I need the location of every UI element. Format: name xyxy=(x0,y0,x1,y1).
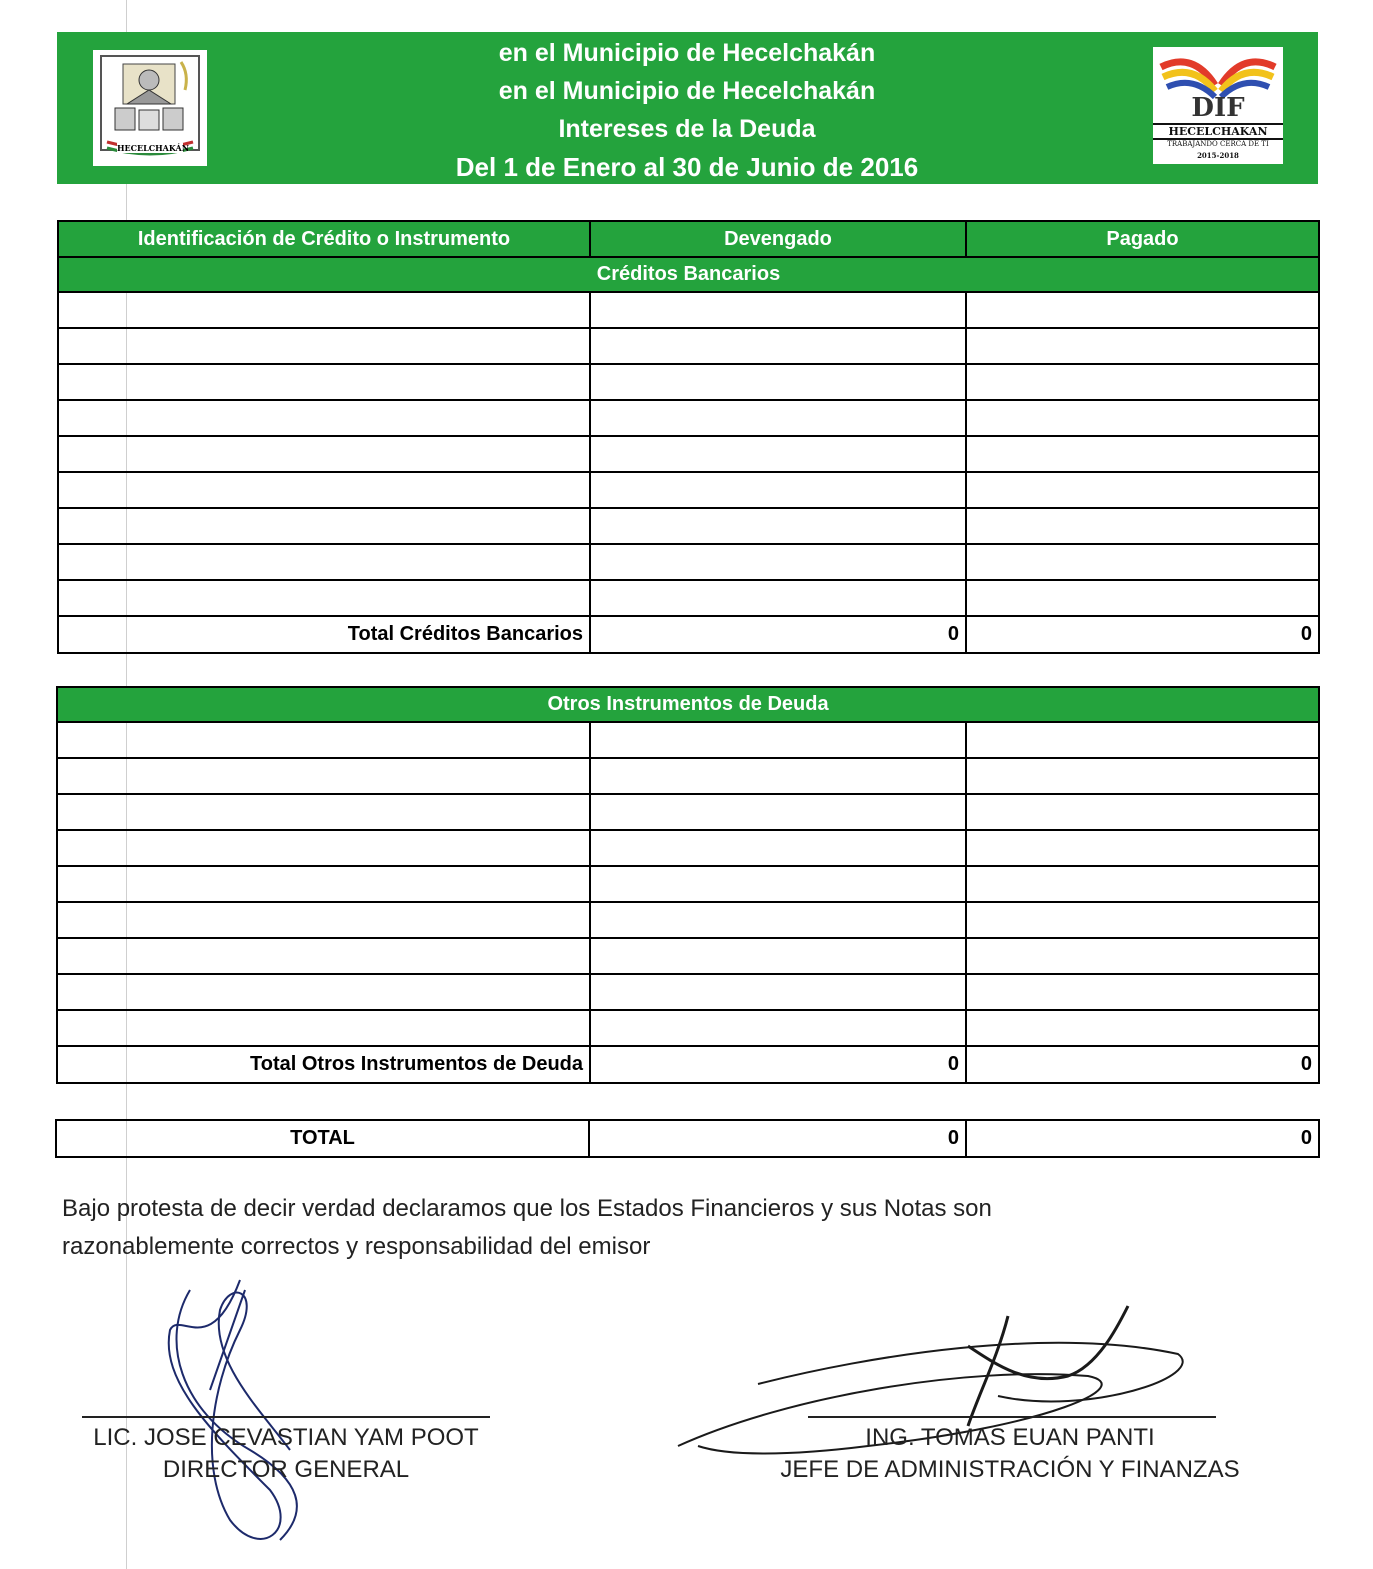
table-cell xyxy=(966,722,1319,758)
signature-2-name: ING. TOMAS EUAN PANTI xyxy=(865,1424,1155,1451)
table-cell xyxy=(590,830,966,866)
otros-instrumentos-table xyxy=(56,686,1320,1084)
table-cell xyxy=(966,436,1319,472)
grand-total-devengado: 0 xyxy=(589,1120,966,1157)
table-cell xyxy=(966,830,1319,866)
title-line-3: Intereses de la Deuda xyxy=(558,115,816,143)
table-row xyxy=(57,938,1319,974)
table-cell xyxy=(590,328,966,364)
table-cell xyxy=(590,1010,966,1046)
table-cell xyxy=(58,292,590,328)
municipal-logo-text: HECELCHAKÁN xyxy=(117,143,190,153)
table-cell xyxy=(57,974,590,1010)
table-cell xyxy=(57,830,590,866)
table-row xyxy=(58,400,1319,436)
declaration-text xyxy=(62,1190,1222,1266)
table-row xyxy=(57,722,1319,758)
declaration-line-1: Bajo protesta de decir verdad declaramos que los Estados Financieros y sus Notas son xyxy=(62,1195,992,1222)
table-cell xyxy=(590,400,966,436)
signature-1-line xyxy=(82,1416,490,1418)
table-cell xyxy=(590,292,966,328)
report-header xyxy=(57,32,1318,184)
table-cell xyxy=(590,472,966,508)
title-line-2: en el Municipio de Hecelchakán xyxy=(498,77,876,105)
table-cell xyxy=(590,508,966,544)
section-otros-instrumentos: Otros Instrumentos de Deuda xyxy=(57,687,1319,722)
table-cell xyxy=(966,938,1319,974)
dif-years: 2015-2018 xyxy=(1197,151,1239,160)
total-otros-pagado: 0 xyxy=(966,1046,1319,1083)
table-row xyxy=(58,328,1319,364)
creditos-bancarios-table xyxy=(57,220,1320,654)
table-cell xyxy=(966,364,1319,400)
title-line-1: en el Municipio de Hecelchakán xyxy=(498,39,876,67)
col-pagado: Pagado xyxy=(966,221,1319,257)
table-cell xyxy=(590,364,966,400)
dif-place: HECELCHAKAN xyxy=(1153,123,1283,140)
table-row xyxy=(58,508,1319,544)
table-cell xyxy=(590,580,966,616)
table-cell xyxy=(966,508,1319,544)
table-cell xyxy=(590,974,966,1010)
table-cell xyxy=(966,902,1319,938)
dif-logo xyxy=(1153,47,1283,164)
report-title xyxy=(357,34,1017,186)
table-cell xyxy=(966,472,1319,508)
section-header-row xyxy=(57,687,1319,722)
table-cell xyxy=(966,580,1319,616)
table-cell xyxy=(966,544,1319,580)
table-row xyxy=(58,580,1319,616)
table-cell xyxy=(590,938,966,974)
table-cell xyxy=(58,364,590,400)
signature-1-name: LIC. JOSE CEVASTIAN YAM POOT xyxy=(93,1424,479,1451)
total-creditos-devengado: 0 xyxy=(590,616,966,653)
table-row xyxy=(57,758,1319,794)
table-cell xyxy=(590,794,966,830)
dif-brand: DIF xyxy=(1191,93,1245,123)
table-cell xyxy=(57,1010,590,1046)
table-cell xyxy=(966,400,1319,436)
table-cell xyxy=(966,328,1319,364)
column-header-row xyxy=(58,221,1319,257)
total-row xyxy=(57,1046,1319,1083)
section-header-row xyxy=(58,257,1319,292)
table-row xyxy=(58,472,1319,508)
title-line-4: Del 1 de Enero al 30 de Junio de 2016 xyxy=(455,152,919,182)
grand-total-pagado: 0 xyxy=(966,1120,1319,1157)
total-creditos-pagado: 0 xyxy=(966,616,1319,653)
table-cell xyxy=(966,794,1319,830)
table-cell xyxy=(57,758,590,794)
table-cell xyxy=(590,902,966,938)
table-row xyxy=(57,794,1319,830)
table-row xyxy=(57,1010,1319,1046)
table-cell xyxy=(590,758,966,794)
table-row xyxy=(58,364,1319,400)
grand-total-row xyxy=(56,1120,1319,1157)
grand-total-label: TOTAL xyxy=(56,1120,589,1157)
table-cell xyxy=(57,722,590,758)
table-cell xyxy=(590,436,966,472)
municipal-logo xyxy=(93,50,207,166)
table-cell xyxy=(966,1010,1319,1046)
table-cell xyxy=(966,292,1319,328)
table-row xyxy=(57,902,1319,938)
table-cell xyxy=(590,866,966,902)
col-identificacion: Identificación de Crédito o Instrumento xyxy=(58,221,590,257)
table-cell xyxy=(58,508,590,544)
table-row xyxy=(57,866,1319,902)
table-cell xyxy=(57,794,590,830)
signature-1-role: DIRECTOR GENERAL xyxy=(162,1456,410,1483)
total-otros-devengado: 0 xyxy=(590,1046,966,1083)
table-cell xyxy=(590,722,966,758)
table-cell xyxy=(57,938,590,974)
table-cell xyxy=(58,400,590,436)
table-row xyxy=(57,830,1319,866)
table-cell xyxy=(58,436,590,472)
table-cell xyxy=(590,544,966,580)
table-cell xyxy=(57,866,590,902)
total-creditos-label: Total Créditos Bancarios xyxy=(58,616,590,653)
table-row xyxy=(58,544,1319,580)
table-cell xyxy=(966,974,1319,1010)
signature-1-scribble xyxy=(150,1270,350,1560)
table-cell xyxy=(57,902,590,938)
total-otros-label: Total Otros Instrumentos de Deuda xyxy=(57,1046,590,1083)
table-cell xyxy=(966,758,1319,794)
section-creditos-bancarios: Créditos Bancarios xyxy=(58,257,1319,292)
grand-total-table xyxy=(55,1119,1320,1158)
table-cell xyxy=(58,472,590,508)
table-cell xyxy=(58,580,590,616)
table-cell xyxy=(966,866,1319,902)
table-cell xyxy=(58,544,590,580)
total-row xyxy=(58,616,1319,653)
table-cell xyxy=(58,328,590,364)
signature-2-line xyxy=(808,1416,1216,1418)
table-row xyxy=(58,436,1319,472)
signature-2-role: JEFE DE ADMINISTRACIÓN Y FINANZAS xyxy=(780,1456,1240,1483)
col-devengado: Devengado xyxy=(590,221,966,257)
declaration-line-2: razonablemente correctos y responsabilidad del emisor xyxy=(62,1233,651,1260)
table-row xyxy=(57,974,1319,1010)
table-row xyxy=(58,292,1319,328)
dif-slogan: TRABAJANDO CERCA DE TI xyxy=(1167,140,1269,148)
